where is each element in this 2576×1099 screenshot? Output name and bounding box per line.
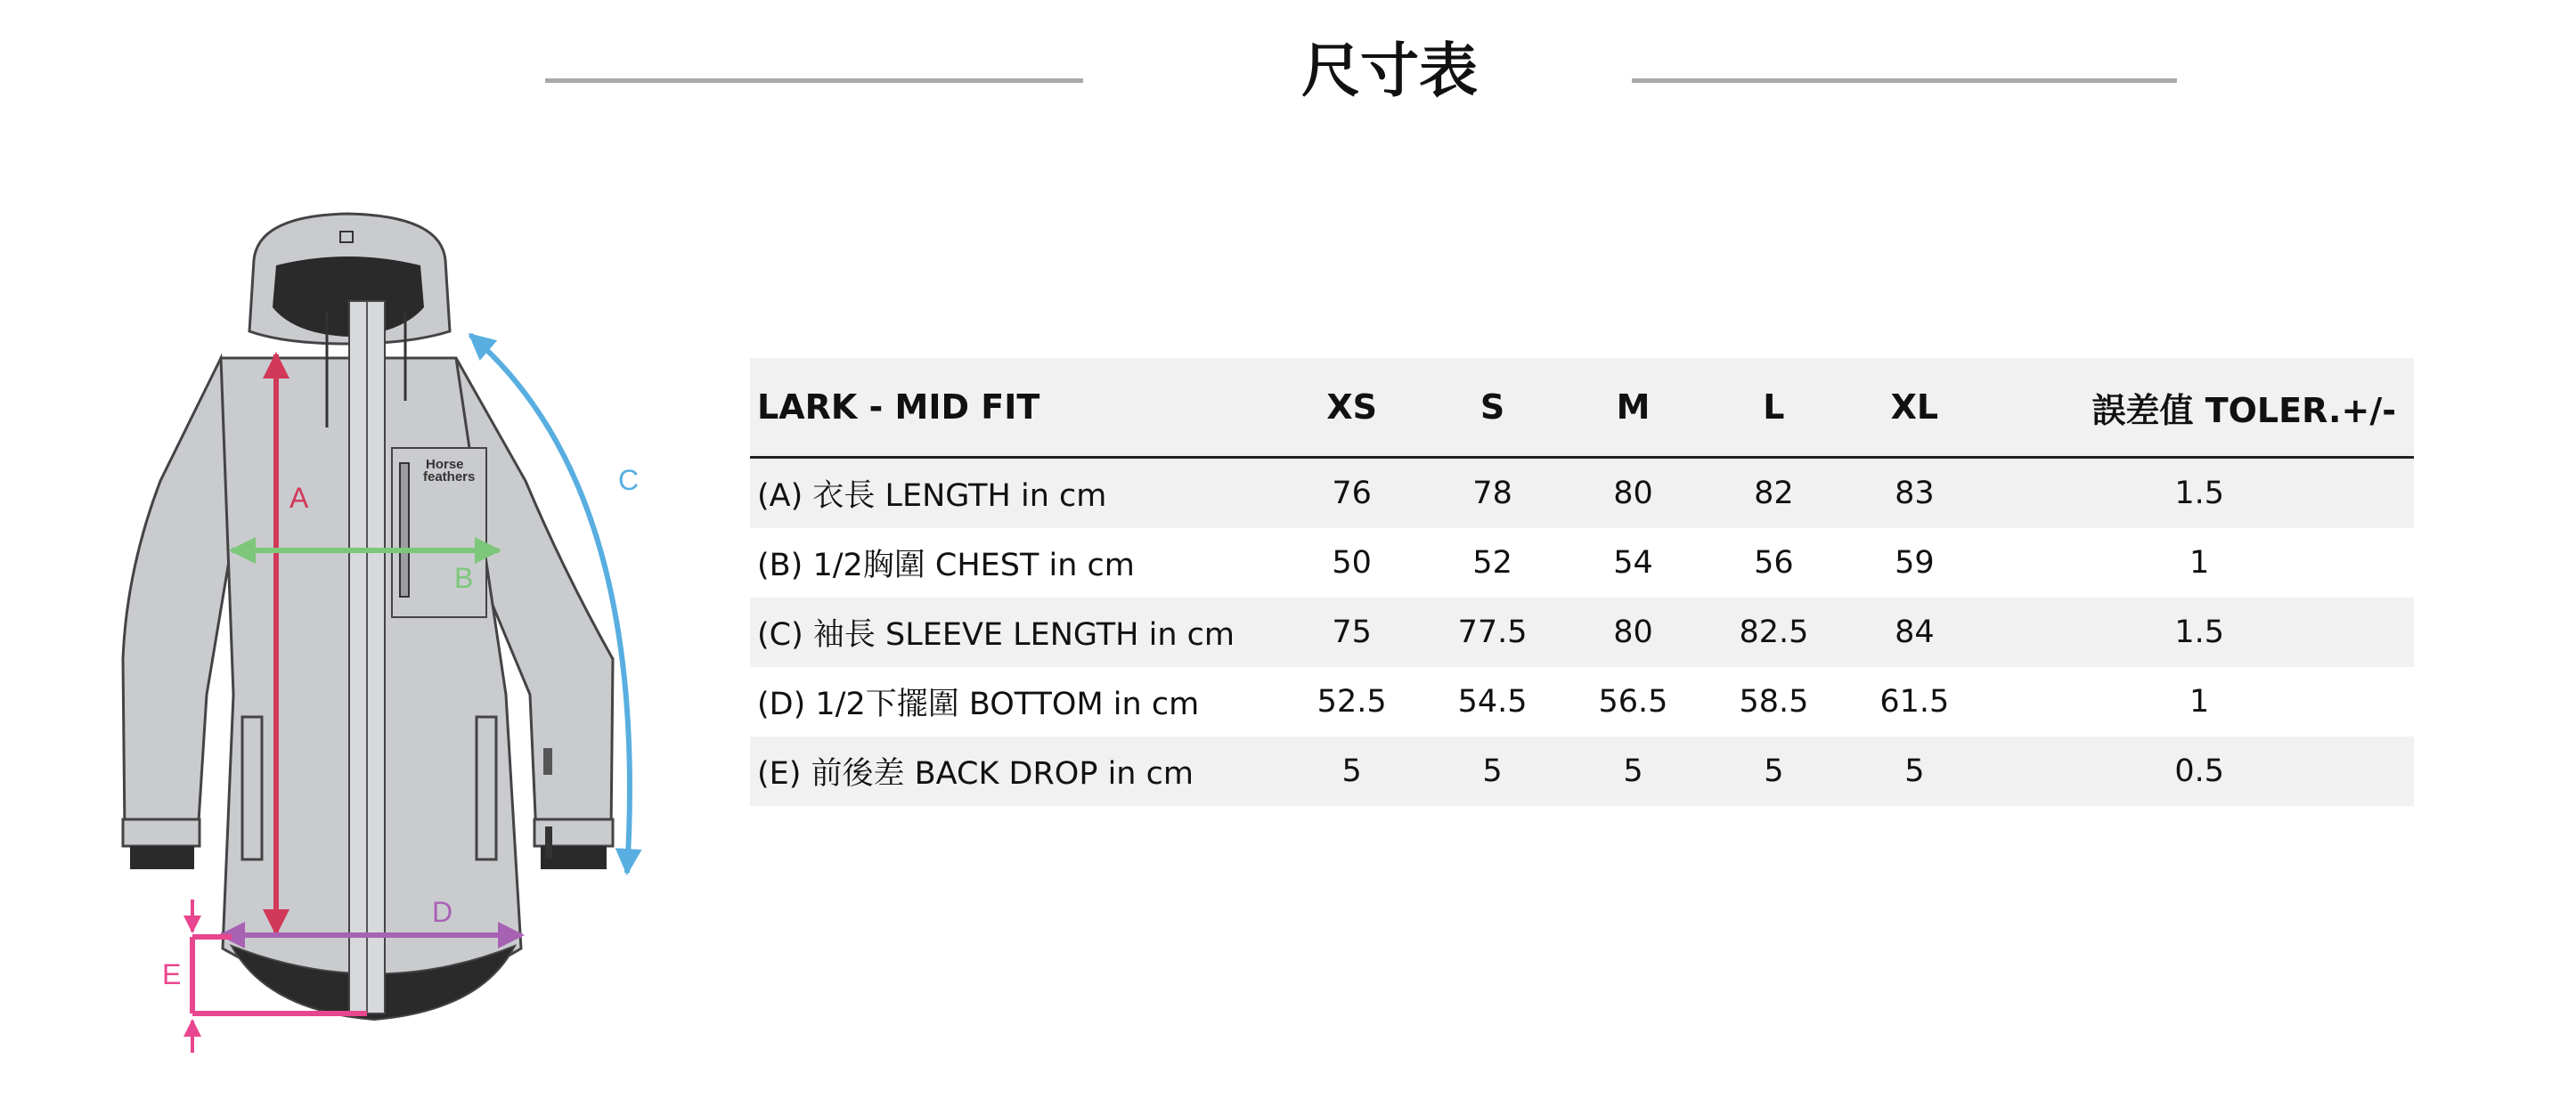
dimension-label-e: E	[162, 958, 182, 990]
dimension-label-c: C	[618, 464, 640, 496]
row-label: (C) 袖長 SLEEVE LENGTH in cm	[750, 598, 1282, 667]
cell-s: 52	[1423, 528, 1563, 598]
cell-s: 78	[1423, 458, 1563, 529]
cell-l: 58.5	[1703, 667, 1844, 737]
cell-tolerance: 1.5	[1985, 598, 2414, 667]
title-right-rule	[1632, 78, 2177, 83]
header-size-m: M	[1563, 358, 1704, 458]
cell-l: 5	[1703, 737, 1844, 806]
left-sleeve	[123, 358, 233, 835]
header-size-xl: XL	[1844, 358, 1985, 458]
header-size-xs: XS	[1282, 358, 1423, 458]
cell-tolerance: 1	[1985, 528, 2414, 598]
cell-s: 77.5	[1423, 598, 1563, 667]
cell-m: 5	[1563, 737, 1704, 806]
header-model: LARK - MID FIT	[750, 358, 1282, 458]
cell-xl: 83	[1844, 458, 1985, 529]
left-cuff-band	[130, 846, 194, 869]
cell-xs: 75	[1282, 598, 1423, 667]
dimension-label-d: D	[432, 896, 453, 928]
cell-m: 80	[1563, 598, 1704, 667]
row-label: (D) 1/2下擺圍 BOTTOM in cm	[750, 667, 1282, 737]
cell-xl: 5	[1844, 737, 1985, 806]
cell-xl: 84	[1844, 598, 1985, 667]
cell-s: 54.5	[1423, 667, 1563, 737]
svg-text:feathers: feathers	[423, 469, 476, 484]
cell-l: 82.5	[1703, 598, 1844, 667]
cell-m: 56.5	[1563, 667, 1704, 737]
row-label: (B) 1/2胸圍 CHEST in cm	[750, 528, 1282, 598]
right-hand-pocket	[477, 717, 496, 859]
cell-m: 80	[1563, 458, 1704, 529]
cell-xs: 76	[1282, 458, 1423, 529]
cell-xl: 61.5	[1844, 667, 1985, 737]
cell-tolerance: 1	[1985, 667, 2414, 737]
cell-l: 82	[1703, 458, 1844, 529]
header-size-l: L	[1703, 358, 1844, 458]
size-chart-table	[750, 358, 2414, 806]
cell-xl: 59	[1844, 528, 1985, 598]
header-size-s: S	[1423, 358, 1563, 458]
table-row	[750, 667, 2414, 737]
table-row	[750, 458, 2414, 529]
brand-logo: Horse	[426, 457, 464, 472]
title-left-rule	[545, 78, 1083, 83]
cell-tolerance: 0.5	[1985, 737, 2414, 806]
cell-xs: 50	[1282, 528, 1423, 598]
page-title: 尺寸表	[1301, 37, 1478, 105]
cell-s: 5	[1423, 737, 1563, 806]
jacket-measurement-diagram	[107, 196, 686, 1069]
left-cuff	[123, 819, 200, 846]
table-row	[750, 737, 2414, 806]
cell-xs: 5	[1282, 737, 1423, 806]
dimension-label-a: A	[289, 482, 309, 514]
cell-m: 54	[1563, 528, 1704, 598]
table-header-row	[750, 358, 2414, 458]
row-label: (A) 衣長 LENGTH in cm	[750, 458, 1282, 529]
cell-xs: 52.5	[1282, 667, 1423, 737]
dimension-label-b: B	[454, 562, 474, 594]
cell-tolerance: 1.5	[1985, 458, 2414, 529]
header-tolerance: 誤差值 TOLER.+/-	[1985, 358, 2414, 458]
table-row	[750, 598, 2414, 667]
chest-pocket-zip	[400, 463, 409, 597]
row-label: (E) 前後差 BACK DROP in cm	[750, 737, 1282, 806]
cell-l: 56	[1703, 528, 1844, 598]
jacket-body	[123, 214, 613, 1020]
table-row	[750, 528, 2414, 598]
left-hand-pocket	[242, 717, 262, 859]
page-header	[0, 0, 2576, 160]
